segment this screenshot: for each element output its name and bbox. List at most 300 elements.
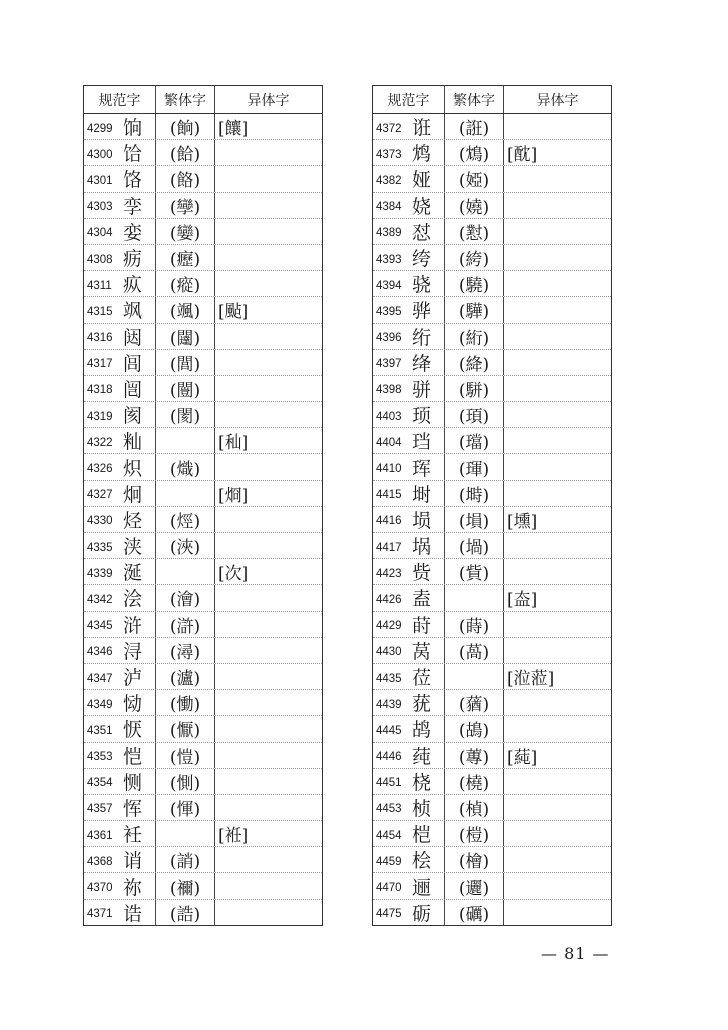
char-number: 4347	[87, 672, 113, 685]
standard-cell	[84, 795, 156, 820]
standard-char: 孪	[123, 195, 143, 218]
traditional-char: (颯)	[156, 297, 215, 322]
variant-char	[504, 481, 611, 506]
char-number: 4345	[87, 620, 113, 633]
standard-cell	[84, 219, 156, 244]
table-row	[373, 376, 611, 402]
traditional-char: (懟)	[445, 219, 504, 244]
char-number: 4394	[376, 279, 402, 292]
table-row	[84, 402, 322, 428]
standard-char: 闿	[123, 378, 143, 401]
standard-char: 诮	[123, 850, 143, 873]
table-row	[84, 638, 322, 664]
traditional-char: (餉)	[156, 114, 215, 139]
table-row	[373, 821, 611, 847]
traditional-char: (檜)	[445, 847, 504, 872]
char-number: 4430	[376, 646, 402, 659]
table-row	[373, 114, 611, 140]
standard-char: 桢	[412, 797, 432, 820]
standard-char: 烃	[123, 509, 143, 532]
char-number: 4351	[87, 724, 113, 737]
char-number: 4353	[87, 751, 113, 764]
standard-char: 莸	[412, 693, 432, 716]
standard-char: 衽	[123, 824, 143, 847]
standard-cell	[373, 559, 445, 584]
standard-cell	[84, 690, 156, 715]
header-standard: 规范字	[373, 86, 445, 113]
char-number: 4396	[376, 332, 402, 345]
char-number: 4397	[376, 358, 402, 371]
variant-char	[504, 219, 611, 244]
table-row	[373, 900, 611, 925]
standard-char: 骈	[412, 378, 432, 401]
standard-cell	[373, 376, 445, 401]
variant-char	[504, 690, 611, 715]
variant-char	[504, 454, 611, 479]
standard-char: 恺	[123, 745, 143, 768]
variant-char	[504, 324, 611, 349]
standard-char: 疭	[123, 274, 143, 297]
traditional-char: (蓴)	[445, 743, 504, 768]
char-number: 4357	[87, 803, 113, 816]
char-number: 4299	[87, 122, 113, 135]
standard-char: 闾	[123, 352, 143, 375]
variant-char	[215, 324, 322, 349]
table-row	[84, 140, 322, 166]
standard-cell	[84, 533, 156, 558]
char-number: 4393	[376, 253, 402, 266]
table-row	[373, 743, 611, 769]
standard-cell	[373, 245, 445, 270]
character-table-right	[372, 85, 612, 926]
variant-char	[215, 454, 322, 479]
standard-char: 盍	[412, 588, 432, 611]
char-number: 4368	[87, 855, 113, 868]
variant-char	[215, 638, 322, 663]
variant-char	[215, 140, 322, 165]
traditional-char: (絳)	[445, 350, 504, 375]
standard-char: 莅	[412, 667, 432, 690]
standard-cell	[84, 743, 156, 768]
char-number: 4389	[376, 227, 402, 240]
variant-char: [盇]	[507, 590, 538, 611]
table-row	[84, 376, 322, 402]
standard-cell	[373, 690, 445, 715]
variant-char: [酖]	[507, 145, 538, 166]
char-number: 4426	[376, 593, 402, 606]
traditional-char: (蒔)	[445, 612, 504, 637]
traditional-char: (誚)	[156, 847, 215, 872]
variant-char	[504, 821, 611, 846]
variant-char: [涖蒞]	[507, 669, 555, 690]
standard-cell	[84, 297, 156, 322]
variant-char	[504, 900, 611, 925]
table-row	[84, 533, 322, 559]
table-row	[84, 245, 322, 271]
standard-char: 饷	[123, 117, 143, 140]
standard-char: 诳	[412, 117, 432, 140]
traditional-char: (孿)	[156, 193, 215, 218]
table-row	[84, 481, 322, 507]
standard-cell	[84, 664, 156, 689]
standard-cell	[84, 324, 156, 349]
variant-char	[504, 847, 611, 872]
traditional-char: (誑)	[445, 114, 504, 139]
standard-char: 恽	[123, 797, 143, 820]
traditional-char: (浹)	[156, 533, 215, 558]
standard-cell	[373, 402, 445, 427]
table-row	[84, 690, 322, 716]
char-number: 4423	[376, 567, 402, 580]
traditional-char	[445, 585, 504, 610]
table-row	[84, 716, 322, 742]
table-row	[373, 350, 611, 376]
standard-cell	[84, 245, 156, 270]
variant-char: [蒓]	[507, 747, 538, 768]
variant-char	[215, 795, 322, 820]
variant-char	[215, 533, 322, 558]
char-number: 4339	[87, 567, 113, 580]
char-number: 4373	[376, 148, 402, 161]
table-row	[84, 873, 322, 899]
variant-char	[215, 402, 322, 427]
variant-char	[215, 585, 322, 610]
standard-cell	[373, 350, 445, 375]
traditional-char: (貲)	[445, 559, 504, 584]
table-row	[84, 166, 322, 192]
standard-cell	[84, 454, 156, 479]
variant-char	[504, 716, 611, 741]
standard-cell	[373, 585, 445, 610]
traditional-char: (鴆)	[445, 140, 504, 165]
standard-char: 娅	[412, 169, 432, 192]
standard-char: 绛	[412, 352, 432, 375]
standard-cell	[84, 847, 156, 872]
traditional-char: (潯)	[156, 638, 215, 663]
standard-char: 骁	[412, 274, 432, 297]
standard-char: 浍	[123, 588, 143, 611]
standard-cell	[373, 454, 445, 479]
char-number: 4439	[376, 698, 402, 711]
traditional-char: (塒)	[445, 481, 504, 506]
table-row	[373, 166, 611, 192]
variant-char: [颭]	[218, 302, 249, 323]
variant-char	[504, 769, 611, 794]
standard-cell	[373, 612, 445, 637]
standard-char: 砺	[412, 902, 432, 925]
table-row	[84, 795, 322, 821]
traditional-char: (閭)	[156, 350, 215, 375]
char-number: 4446	[376, 751, 402, 764]
variant-char	[504, 376, 611, 401]
variant-char	[504, 638, 611, 663]
char-number: 4361	[87, 829, 113, 842]
standard-char: 珰	[412, 431, 432, 454]
standard-char: 鸩	[412, 143, 432, 166]
table-row	[84, 585, 322, 611]
variant-char	[215, 193, 322, 218]
variant-char	[215, 245, 322, 270]
variant-char	[504, 428, 611, 453]
char-number: 4346	[87, 646, 113, 659]
table-row	[373, 559, 611, 585]
variant-char	[215, 900, 322, 925]
traditional-char: (礪)	[445, 900, 504, 925]
standard-cell	[84, 873, 156, 898]
char-number: 4395	[376, 305, 402, 318]
char-number: 4404	[376, 436, 402, 449]
standard-cell	[373, 847, 445, 872]
standard-cell	[373, 324, 445, 349]
standard-char: 珲	[412, 457, 432, 480]
variant-char	[215, 743, 322, 768]
standard-cell	[373, 873, 445, 898]
variant-char	[215, 769, 322, 794]
traditional-char: (鴣)	[445, 716, 504, 741]
char-number: 4349	[87, 698, 113, 711]
char-number: 4416	[376, 515, 402, 528]
char-number: 4308	[87, 253, 113, 266]
traditional-char: (驊)	[445, 297, 504, 322]
standard-cell	[373, 297, 445, 322]
traditional-char: (癧)	[156, 245, 215, 270]
standard-char: 赀	[412, 562, 432, 585]
traditional-char: (孌)	[156, 219, 215, 244]
standard-cell	[373, 219, 445, 244]
standard-cell	[373, 271, 445, 296]
standard-char: 埚	[412, 536, 432, 559]
traditional-char: (懨)	[156, 716, 215, 741]
standard-char: 绔	[412, 248, 432, 271]
traditional-char: (惲)	[156, 795, 215, 820]
variant-char: [烱]	[218, 485, 249, 506]
table-row	[373, 769, 611, 795]
standard-char: 浒	[123, 614, 143, 637]
standard-cell	[84, 428, 156, 453]
char-number: 4322	[87, 436, 113, 449]
traditional-char: (驍)	[445, 271, 504, 296]
standard-char: 莼	[412, 745, 432, 768]
table-row	[373, 402, 611, 428]
traditional-char: (邐)	[445, 873, 504, 898]
standard-char: 怼	[412, 221, 432, 244]
standard-char: 诰	[123, 902, 143, 925]
standard-cell	[373, 638, 445, 663]
traditional-char: (熾)	[156, 454, 215, 479]
standard-char: 恹	[123, 719, 143, 742]
traditional-char: (誥)	[156, 900, 215, 925]
header-standard: 规范字	[84, 86, 156, 113]
standard-cell	[84, 507, 156, 532]
table-row	[373, 690, 611, 716]
variant-char: [秈]	[218, 433, 249, 454]
standard-cell	[373, 533, 445, 558]
standard-char: 骅	[412, 300, 432, 323]
standard-cell	[84, 193, 156, 218]
traditional-char: (絝)	[445, 245, 504, 270]
variant-char	[504, 193, 611, 218]
char-number: 4354	[87, 777, 113, 790]
standard-cell	[373, 193, 445, 218]
traditional-char: (禰)	[156, 873, 215, 898]
character-table-left	[83, 85, 323, 926]
table-row	[373, 481, 611, 507]
standard-char: 炽	[123, 457, 143, 480]
char-number: 4417	[376, 541, 402, 554]
variant-char	[215, 716, 322, 741]
char-number: 4342	[87, 593, 113, 606]
variant-char	[504, 271, 611, 296]
table-row	[84, 664, 322, 690]
variant-char	[215, 690, 322, 715]
variant-char	[215, 873, 322, 898]
char-number: 4451	[376, 777, 402, 790]
standard-char: 涎	[123, 562, 143, 585]
standard-cell	[373, 900, 445, 925]
table-row	[84, 559, 322, 585]
header-variant: 异体字	[536, 92, 579, 109]
standard-char: 阂	[123, 405, 143, 428]
table-row	[373, 507, 611, 533]
char-number: 4330	[87, 515, 113, 528]
variant-char	[215, 376, 322, 401]
variant-char	[215, 847, 322, 872]
standard-cell	[373, 140, 445, 165]
traditional-char: (烴)	[156, 507, 215, 532]
table-row	[373, 585, 611, 611]
standard-cell	[84, 716, 156, 741]
standard-cell	[84, 612, 156, 637]
table-row	[84, 743, 322, 769]
standard-char: 桤	[412, 824, 432, 847]
traditional-char: (慟)	[156, 690, 215, 715]
char-number: 4445	[376, 724, 402, 737]
char-number: 4372	[376, 122, 402, 135]
traditional-char: (婭)	[445, 166, 504, 191]
variant-char	[504, 795, 611, 820]
table-row	[84, 612, 322, 638]
variant-char	[504, 873, 611, 898]
standard-cell	[84, 166, 156, 191]
standard-char: 莳	[412, 614, 432, 637]
standard-cell	[373, 481, 445, 506]
standard-cell	[84, 481, 156, 506]
standard-cell	[84, 769, 156, 794]
char-number: 4316	[87, 332, 113, 345]
standard-cell	[84, 821, 156, 846]
traditional-char	[156, 428, 215, 453]
traditional-char	[156, 821, 215, 846]
standard-cell	[373, 664, 445, 689]
table-row	[373, 193, 611, 219]
standard-char: 埘	[412, 483, 432, 506]
variant-char	[215, 612, 322, 637]
table-row	[373, 612, 611, 638]
traditional-char: (閡)	[156, 402, 215, 427]
traditional-char: (琿)	[445, 454, 504, 479]
table-row	[373, 873, 611, 899]
standard-char: 饸	[123, 143, 143, 166]
char-number: 4403	[376, 410, 402, 423]
traditional-char: (駢)	[445, 376, 504, 401]
table-row	[84, 193, 322, 219]
standard-char: 莴	[412, 640, 432, 663]
traditional-char: (闥)	[156, 324, 215, 349]
standard-char: 恸	[123, 693, 143, 716]
traditional-char: (瘲)	[156, 271, 215, 296]
table-row	[373, 847, 611, 873]
standard-char: 浔	[123, 640, 143, 663]
table-row	[373, 638, 611, 664]
char-number: 4429	[376, 620, 402, 633]
char-number: 4398	[376, 384, 402, 397]
standard-char: 浃	[123, 536, 143, 559]
char-number: 4459	[376, 855, 402, 868]
table-row	[84, 428, 322, 454]
variant-char: [次]	[218, 564, 249, 585]
char-number: 4470	[376, 882, 402, 895]
traditional-char: (澮)	[156, 585, 215, 610]
standard-char: 籼	[123, 431, 143, 454]
char-number: 4301	[87, 174, 113, 187]
traditional-char: (絎)	[445, 324, 504, 349]
char-number: 4303	[87, 201, 113, 214]
standard-char: 疬	[123, 248, 143, 271]
table-row	[84, 454, 322, 480]
char-number: 4315	[87, 305, 113, 318]
standard-char: 娆	[412, 195, 432, 218]
variant-char	[504, 533, 611, 558]
table-row	[373, 245, 611, 271]
char-number: 4370	[87, 882, 113, 895]
char-number: 4318	[87, 384, 113, 397]
standard-char: 炯	[123, 483, 143, 506]
variant-char	[215, 166, 322, 191]
header-traditional: 繁体字	[156, 86, 215, 113]
variant-char	[504, 245, 611, 270]
char-number: 4304	[87, 227, 113, 240]
char-number: 4382	[376, 174, 402, 187]
table-header	[84, 86, 322, 114]
variant-char	[504, 114, 611, 139]
traditional-char: (嬈)	[445, 193, 504, 218]
standard-cell	[84, 376, 156, 401]
char-number: 4454	[376, 829, 402, 842]
traditional-char: (頊)	[445, 402, 504, 427]
table-row	[373, 271, 611, 297]
traditional-char: (惻)	[156, 769, 215, 794]
traditional-char: (橈)	[445, 769, 504, 794]
traditional-char: (愷)	[156, 743, 215, 768]
page-number: — 81 —	[541, 944, 610, 963]
standard-cell	[84, 638, 156, 663]
standard-cell	[373, 769, 445, 794]
standard-char: 鸪	[412, 719, 432, 742]
table-row	[373, 324, 611, 350]
standard-char: 泸	[123, 667, 143, 690]
variant-char	[504, 350, 611, 375]
standard-cell	[84, 350, 156, 375]
variant-char	[504, 166, 611, 191]
standard-char: 桡	[412, 771, 432, 794]
traditional-char: (堝)	[445, 533, 504, 558]
table-row	[84, 297, 322, 323]
char-number: 4300	[87, 148, 113, 161]
char-number: 4384	[376, 201, 402, 214]
variant-char: [饟]	[218, 119, 249, 140]
table-row	[84, 821, 322, 847]
variant-char	[504, 559, 611, 584]
